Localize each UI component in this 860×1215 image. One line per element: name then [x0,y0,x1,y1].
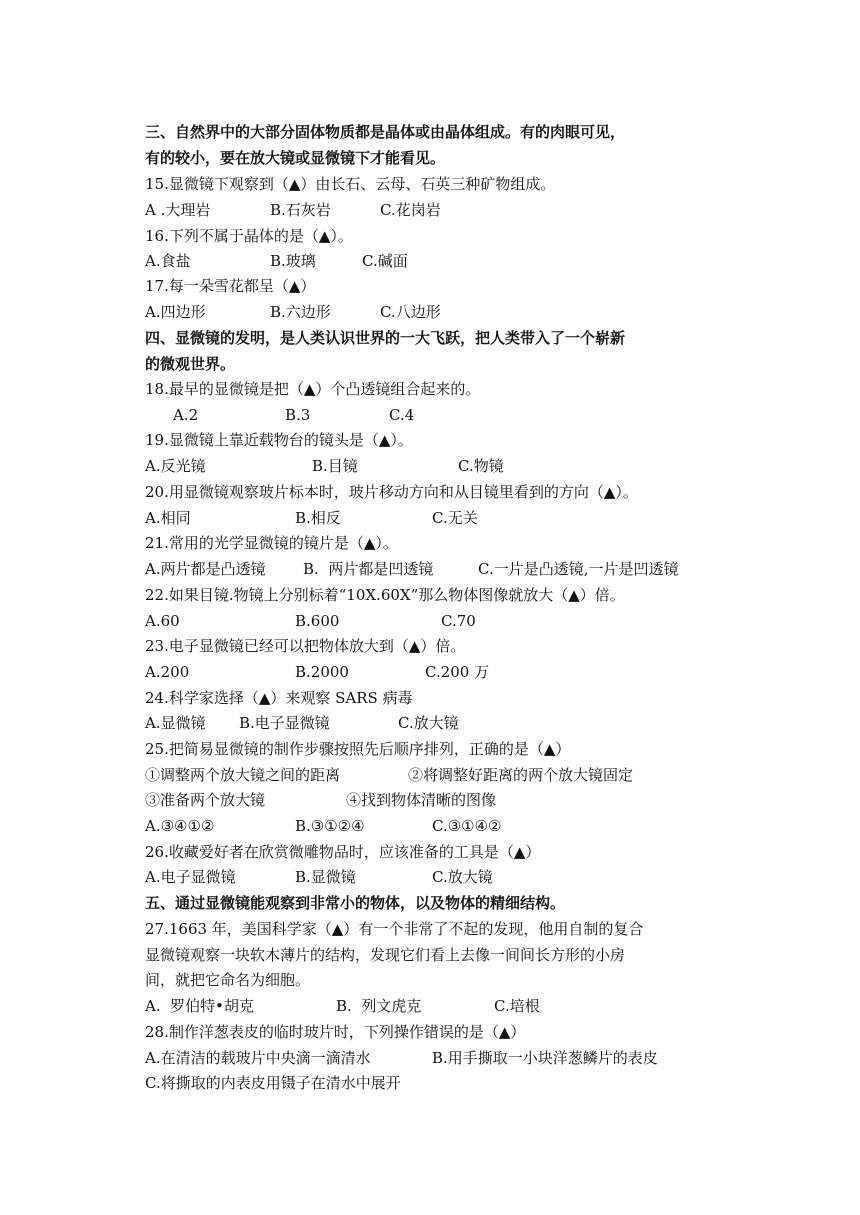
q18-option-b: B.3 [285,406,311,424]
q21-option-a: A.两片都是凸透镜 [145,560,266,578]
question-18: 18.最早的显微镜是把（▲）个凸透镜组合起来的。 [145,380,481,398]
section-5-heading: 五、通过显微镜能观察到非常小的物体，以及物体的精细结构。 [145,894,566,912]
q25-step-4: ④找到物体清晰的图像 [346,791,497,809]
section-3-heading-line-1: 三、自然界中的大部分固体物质都是晶体或由晶体组成。有的肉眼可见， [145,123,626,141]
q28-option-c: C.将撕取的内表皮用镊子在清水中展开 [145,1074,401,1092]
q28-option-a: A.在清洁的载玻片中央滴一滴清水 [145,1049,371,1067]
question-22: 22.如果目镜.物镜上分别标着“10X.60X”那么物体图像就放大（▲）倍。 [145,586,625,604]
q18-option-c: C.4 [389,406,415,424]
question-27-line-1: 27.1663 年，美国科学家（▲）有一个非常了不起的发现，他用自制的复合 [145,920,644,938]
section-4-heading-line-2: 的微观世界。 [145,355,236,373]
q25-option-b: B.③①②④ [295,817,365,835]
q28-option-b: B.用手撕取一小块洋葱鳞片的表皮 [432,1049,658,1067]
q15-option-c: C.花岗岩 [380,201,441,219]
question-27-line-2: 显微镜观察一块软木薄片的结构，发现它们看上去像一间间长方形的小房 [145,946,626,964]
q24-option-b: B.电子显微镜 [239,714,330,732]
q22-option-b: B.600 [295,612,340,630]
q21-option-c: C.一片是凸透镜,一片是凹透镜 [478,560,679,578]
q22-option-a: A.60 [145,612,180,630]
question-27-line-3: 间，就把它命名为细胞。 [145,971,311,989]
q15-option-b: B.石灰岩 [270,201,331,219]
q26-option-a: A.电子显微镜 [145,868,236,886]
q19-option-c: C.物镜 [458,457,504,475]
question-20: 20.用显微镜观察玻片标本时，玻片移动方向和从目镜里看到的方向（▲）。 [145,483,638,501]
question-19: 19.显微镜上靠近载物台的镜头是（▲）。 [145,431,413,449]
question-28: 28.制作洋葱表皮的临时玻片时，下列操作错误的是（▲） [145,1023,526,1041]
q20-option-c: C.无关 [432,509,478,527]
question-21: 21.常用的光学显微镜的镜片是（▲）。 [145,534,398,552]
question-17: 17.每一朵雪花都呈（▲） [145,277,316,295]
q27-option-c: C.培根 [494,997,540,1015]
q25-step-3: ③准备两个放大镜 [145,791,266,809]
q17-option-a: A.四边形 [145,303,206,321]
q19-option-b: B.目镜 [312,457,358,475]
section-3-heading-line-2: 有的较小，要在放大镜或显微镜下才能看见。 [145,149,446,167]
q18-option-a: A.2 [173,406,199,424]
section-4-heading-line-1: 四、显微镜的发明，是人类认识世界的一大飞跃，把人类带入了一个崭新 [145,329,626,347]
q17-option-c: C.八边形 [380,303,441,321]
q16-option-b: B.玻璃 [270,252,316,270]
q19-option-a: A.反光镜 [145,457,206,475]
q23-option-c: C.200 万 [425,663,490,681]
q26-option-c: C.放大镜 [432,868,493,886]
q25-step-1: ①调整两个放大镜之间的距离 [145,766,341,784]
question-24: 24.科学家选择（▲）来观察 SARS 病毒 [145,689,413,707]
q23-option-a: A.200 [145,663,190,681]
q24-option-c: C.放大镜 [398,714,459,732]
q15-option-a: A .大理岩 [145,201,211,219]
q20-option-a: A.相同 [145,509,191,527]
q26-option-b: B.显微镜 [295,868,356,886]
q22-option-c: C.70 [441,612,476,630]
question-15: 15.显微镜下观察到（▲）由长石、云母、石英三种矿物组成。 [145,175,556,193]
question-25: 25.把简易显微镜的制作步骤按照先后顺序排列，正确的是（▲） [145,740,571,758]
q27-option-a: A. 罗伯特•胡克 [145,997,254,1015]
q25-step-2: ②将调整好距离的两个放大镜固定 [408,766,634,784]
q16-option-c: C.碱面 [362,252,408,270]
question-16: 16.下列不属于晶体的是（▲）。 [145,227,353,245]
q16-option-a: A.食盐 [145,252,191,270]
q21-option-b: B. 两片都是凹透镜 [303,560,434,578]
question-26: 26.收藏爱好者在欣赏微雕物品时，应该准备的工具是（▲） [145,843,541,861]
question-23: 23.电子显微镜已经可以把物体放大到（▲）倍。 [145,637,466,655]
q17-option-b: B.六边形 [270,303,331,321]
q20-option-b: B.相反 [295,509,341,527]
q23-option-b: B.2000 [295,663,349,681]
q25-option-c: C.③①④② [432,817,502,835]
q25-option-a: A.③④①② [145,817,215,835]
q24-option-a: A.显微镜 [145,714,206,732]
q27-option-b: B. 列文虎克 [336,997,422,1015]
